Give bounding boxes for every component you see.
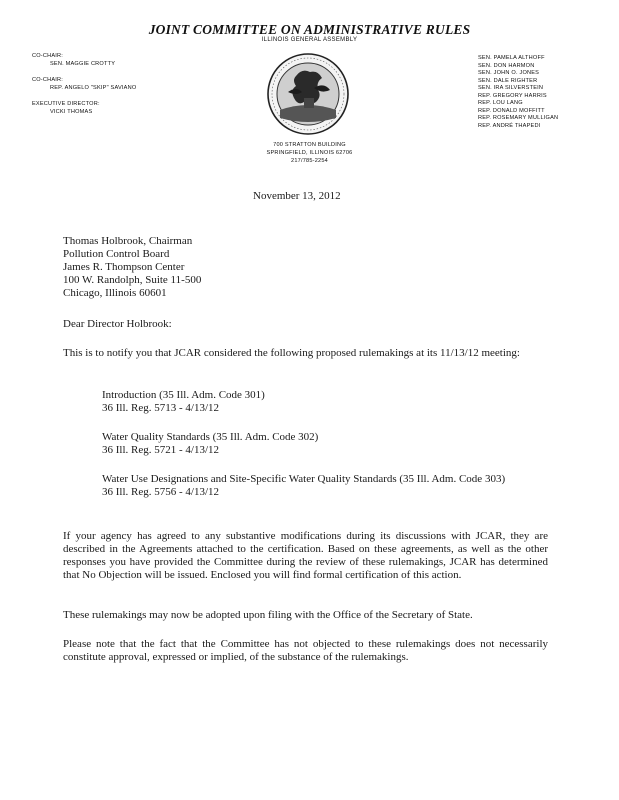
address-line: 217/785-2254	[291, 158, 328, 164]
rulemaking-item	[102, 473, 548, 499]
rulemaking-title: Water Quality Standards (35 Ill. Adm. Code 302)	[102, 431, 319, 443]
rulemaking-citation: 36 Ill. Reg. 5756 - 4/13/12	[102, 486, 220, 498]
member-name: SEN. DALE RIGHTER	[478, 77, 538, 84]
co-chair-name-2: REP. ANGELO "SKIP" SAVIANO	[50, 85, 137, 91]
committee-address	[0, 141, 619, 165]
co-chair-role-1: CO-CHAIR:	[32, 53, 64, 59]
state-seal-logo	[266, 52, 350, 136]
recipient-line: Chicago, Illinois 60601	[63, 287, 167, 299]
rulemaking-citation: 36 Ill. Reg. 5721 - 4/13/12	[102, 444, 220, 456]
member-name: REP. DONALD MOFFITT	[478, 107, 545, 114]
member-name: REP. LOU LANG	[478, 100, 523, 106]
recipient-line: Pollution Control Board	[63, 248, 170, 260]
member-name: SEN. JOHN O. JONES	[478, 70, 540, 76]
member-name: REP. ROSEMARY MULLIGAN	[478, 115, 559, 121]
member-name: SEN. PAMELA ALTHOFF	[478, 55, 545, 61]
rulemaking-item	[102, 389, 548, 415]
address-line: SPRINGFIELD, ILLINOIS 62706	[266, 150, 353, 156]
member-name: REP. GREGORY HARRIS	[478, 92, 547, 99]
member-name: REP. ANDRÉ THAPEDI	[478, 122, 541, 129]
member-name: SEN. IRA SILVERSTEIN	[478, 85, 544, 91]
recipient-block	[63, 235, 201, 300]
co-chair-name-1: SEN. MAGGIE CROTTY	[50, 61, 116, 67]
recipient-line: Thomas Holbrook, Chairman	[63, 235, 193, 247]
executive-director-name: VICKI THOMAS	[50, 109, 93, 115]
salutation: Dear Director Holbrook:	[63, 318, 172, 330]
recipient-line: James R. Thompson Center	[63, 261, 185, 273]
co-chair-role-2: CO-CHAIR:	[32, 77, 64, 83]
recipient-line: 100 W. Randolph, Suite 11-500	[63, 274, 202, 286]
letterhead-title: JOINT COMMITTEE ON ADMINISTRATIVE RULES	[148, 22, 471, 37]
rulemaking-title: Water Use Designations and Site-Specific Water Quality Standards (35 Ill. Adm. Code 303)	[102, 473, 506, 485]
rulemaking-citation: 36 Ill. Reg. 5713 - 4/13/12	[102, 402, 220, 414]
body-paragraph: These rulemakings may now be adopted upon filing with the Office of the Secretary of State.	[63, 609, 473, 621]
body-paragraph: If your agency has agreed to any substantive modifications during its discussions with JCAR, they are described in the Agreements attached to the certification. Based on these agreements, as well as the other responses you have provided the Committee during the review of these rulemakings, JCAR has determined that No Objection will be issued. Enclosed you will find formal certification of this action.	[63, 530, 548, 581]
address-line: 700 STRATTON BUILDING	[273, 142, 346, 148]
rulemaking-title: Introduction (35 Ill. Adm. Code 301)	[102, 389, 265, 401]
intro-paragraph: This is to notify you that JCAR considered the following proposed rulemakings at its 11/13/12 meeting:	[63, 347, 520, 359]
letterhead-subtitle: ILLINOIS GENERAL ASSEMBLY	[261, 37, 358, 43]
member-name: SEN. DON HARMON	[478, 62, 535, 69]
body-paragraph: Please note that the fact that the Committee has not objected to these rulemakings does not necessarily constitute approval, expressed or implied, of the substance of the rulemakings.	[63, 638, 548, 663]
rulemaking-item	[102, 431, 548, 457]
letter-date: November 13, 2012	[253, 190, 341, 202]
executive-director-role: EXECUTIVE DIRECTOR:	[32, 101, 100, 107]
member-list	[478, 55, 558, 130]
